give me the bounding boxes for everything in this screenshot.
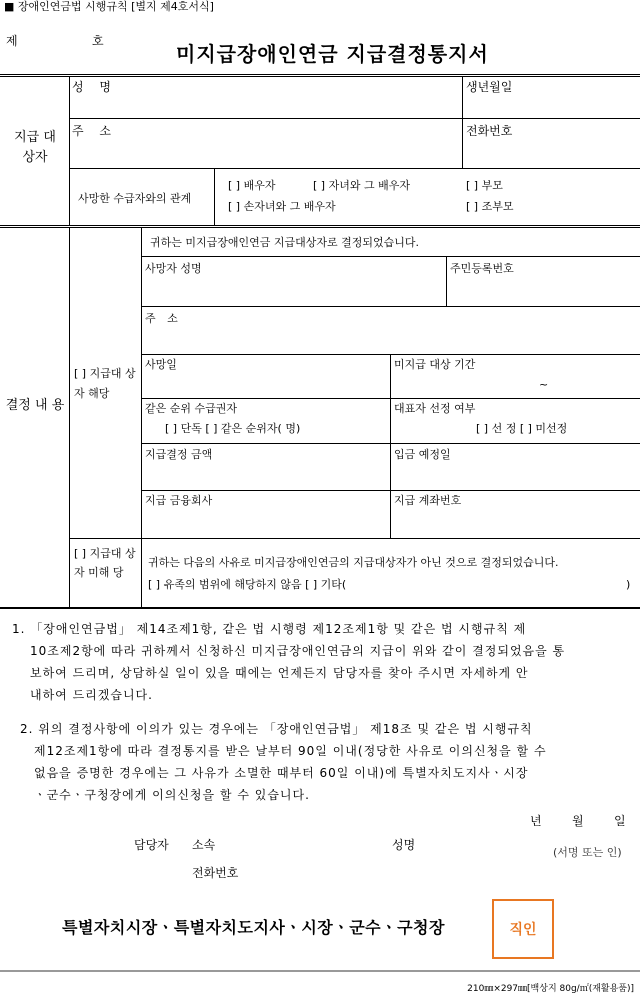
option-grandchild[interactable]: [ ] 손자녀와 그 배우자 [228,200,336,213]
phone-label: 전화번호 [466,124,513,138]
ineligible-reasons[interactable]: [ ] 유족의 범위에 해당하지 않음 [ ] 기타( [148,578,347,591]
dept-label: 소속 [192,838,216,852]
section-border [0,607,640,609]
sign-note: (서명 또는 인) [553,846,622,859]
divider [390,354,391,538]
bottom-border [0,970,640,972]
divider [69,168,640,169]
legal-basis: ■ 장애인연금법 시행규칙 [별지 제4호서식] [4,0,214,13]
note1-line: 10조제2항에 따라 귀하께서 신청하신 미지급장애인연금의 지급이 위와 같이 결정되었음을 통 [30,644,566,658]
officer-label: 담당자 [134,838,169,852]
seal-label: 직인 [509,922,537,938]
number-label: 제 [6,34,18,48]
eligible-notice: 귀하는 미지급장애인연금 지급대상자로 결정되었습니다. [150,236,420,249]
relation-label: 사망한 수급자와의 관계 [78,192,192,205]
representative-label: 대표자 선정 여부 [394,402,476,415]
ineligible-close: ) [626,578,631,591]
account-label: 지급 계좌번호 [394,494,462,507]
divider [69,77,70,226]
note1-line: 1. 「장애인연금법」 제14조제1항, 같은 법 시행령 제12조제1항 및 같은 법 시행규칙 제 [12,622,527,636]
officer-phone-label: 전화번호 [192,866,239,880]
date-day: 일 [614,814,626,828]
option-parent[interactable]: [ ] 부모 [466,179,503,192]
document-title: 미지급장애인연금 지급결정통지서 [176,42,489,66]
name-label: 성 명 [72,80,111,94]
period-separator: ~ [539,378,549,391]
bank-label: 지급 금융회사 [145,494,213,507]
recipient-section-label: 지급 대 상자 [14,130,56,165]
divider [141,228,142,608]
death-date-label: 사망일 [145,358,177,371]
amount-label: 지급결정 금액 [145,448,213,461]
divider [69,228,70,608]
ineligible-checkbox[interactable]: [ ] 지급대 상자 미해 당 [74,547,136,579]
eligible-checkbox[interactable]: [ ] 지급대 상자 해당 [74,367,136,400]
same-rank-options[interactable]: [ ] 단독 [ ] 같은 순위자( 명) [165,422,301,435]
note2-line: 2. 위의 결정사항에 이의가 있는 경우에는 「장애인연금법」 제18조 및 같은 법 시행규칙 [20,722,533,736]
divider [141,306,640,307]
deceased-name-label: 사망자 성명 [145,262,202,275]
note1-line: 내하여 드리겠습니다. [30,688,153,702]
date-month: 월 [572,814,584,828]
option-child[interactable]: [ ] 자녀와 그 배우자 [313,179,410,192]
deposit-date-label: 입금 예정일 [394,448,451,461]
number-suffix: 호 [92,34,104,48]
representative-options[interactable]: [ ] 선 정 [ ] 미선정 [476,422,568,435]
option-spouse[interactable]: [ ] 배우자 [228,179,276,192]
deceased-address-label: 주 소 [145,312,178,325]
divider [214,168,215,226]
issuing-authority: 특별자치시장ㆍ특별자치도지사ㆍ시장ㆍ군수ㆍ구청장 [62,918,445,937]
note2-line: 제12조제1항에 따라 결정통지를 받은 날부터 90일 이내(정당한 사유로 이의신청을 할 수 [34,744,547,758]
decision-section-label: 결정 내 용 [5,398,65,413]
birth-label: 생년월일 [466,80,513,94]
divider [69,538,640,539]
note2-line: ㆍ군수ㆍ구청장에게 이의신청을 할 수 있습니다. [34,788,310,802]
unpaid-period-label: 미지급 대상 기간 [394,358,476,371]
divider [141,256,640,257]
divider [69,118,640,119]
section-border [0,225,640,228]
date-year: 년 [530,814,542,828]
note2-line: 없음을 증명한 경우에는 그 사유가 소멸한 때부터 60일 이내)에 특별자치도지사ㆍ시장 [34,766,529,780]
resident-no-label: 주민등록번호 [450,262,514,275]
same-rank-label: 같은 순위 수급권자 [145,402,238,415]
divider [462,77,463,168]
official-seal-box [492,899,554,959]
ineligible-notice: 귀하는 다음의 사유로 미지급장애인연금의 지급대상자가 아닌 것으로 결정되었습니다. [148,556,559,569]
divider [141,443,640,444]
top-border [0,74,640,77]
address-label: 주 소 [72,124,111,138]
officer-name-label: 성명 [392,838,416,852]
option-grandparent[interactable]: [ ] 조부모 [466,200,514,213]
divider [141,490,640,491]
note1-line: 보하여 드리며, 상담하실 일이 있을 때에는 언제든지 담당자를 찾아 주시면 자세하게 안 [30,666,529,680]
divider [141,398,640,399]
paper-spec: 210㎜×297㎜[백상지 80g/㎡(재활용품)] [467,984,634,994]
divider [446,256,447,306]
